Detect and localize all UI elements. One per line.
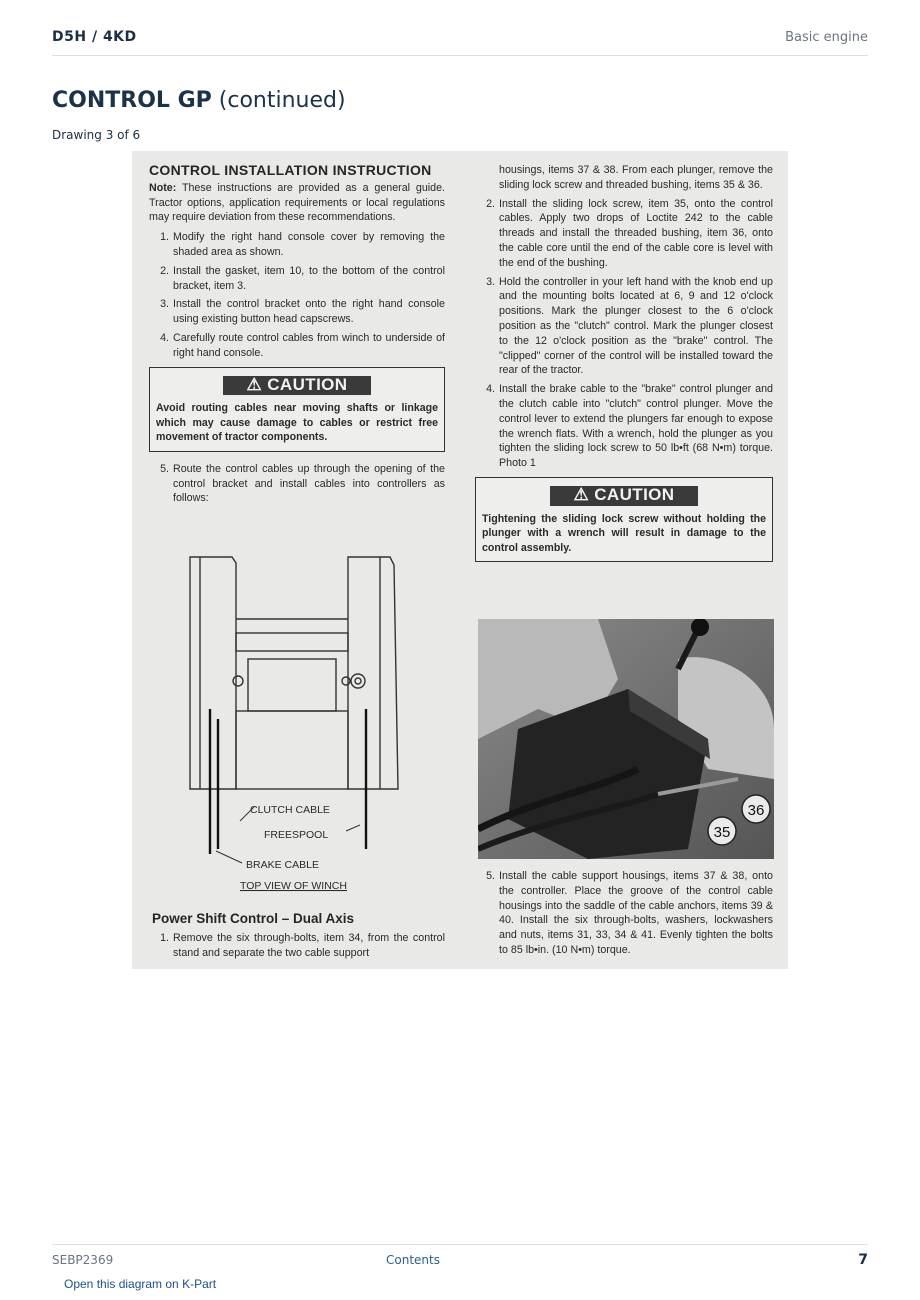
step-item <box>475 382 773 471</box>
callout-35: 35 <box>713 824 731 841</box>
instruction-heading: CONTROL INSTALLATION INSTRUCTION <box>149 162 432 178</box>
step-item <box>149 331 445 361</box>
right-pivot <box>351 674 365 688</box>
footer-divider <box>52 1244 868 1245</box>
upper-crossbar <box>236 633 348 651</box>
left-column <box>149 163 445 510</box>
step-text: Remove the six through-bolts, item 34, from the control stand and separate the two cable support <box>173 931 445 959</box>
header-divider <box>52 55 868 56</box>
step-item <box>475 275 773 379</box>
step-number: 1. <box>160 231 169 244</box>
step-number: 3. <box>486 275 495 288</box>
note-label: Note: <box>149 181 177 194</box>
power-shift-section <box>149 908 445 964</box>
step-item <box>149 264 445 294</box>
page-title <box>52 88 346 113</box>
step-text: Carefully route control cables from winch to underside of right hand console. <box>173 331 445 359</box>
left-pivot <box>233 676 243 686</box>
step-number: 1. <box>160 931 169 944</box>
left-housing <box>190 557 236 789</box>
diagram-caption: TOP VIEW OF WINCH <box>240 880 347 892</box>
right-column-bottom <box>475 869 773 962</box>
caution-text: Tightening the sliding lock screw without holding the plunger with a wrench will result in damage to the control assembly. <box>482 512 766 554</box>
footer-doc-id: SEBP2369 <box>52 1253 114 1267</box>
right-column <box>475 163 773 572</box>
note-text: These instructions are provided as a general guide. Tractor options, application requirements or local regulations may require deviation from these recommendations. <box>149 181 445 224</box>
caution-box <box>149 367 445 452</box>
step-item <box>475 869 773 958</box>
step-text: Install the brake cable to the "brake" control plunger and the clutch cable into "clutch" control plunger. Move the control lever to extend the plungers far enough to expose the wrench flats. With a wrench, hold the plunger as you tighten the sliding lock screw to 50 lb•ft (68 N•m) torque. Photo 1 <box>499 383 773 470</box>
brake-cable-label: BRAKE CABLE <box>246 859 319 871</box>
step-text: Modify the right hand console cover by removing the shaded area as shown. <box>173 231 445 258</box>
center-block <box>248 659 336 711</box>
step-item <box>149 931 445 961</box>
scanned-instruction-page <box>132 151 788 969</box>
caution-text: Avoid routing cables near moving shafts or linkage which may cause damage to cables or restrict free movement of tractor components. <box>156 402 438 444</box>
step-text: Hold the controller in your left hand with the knob end up and the mounting bolts located at 6, 9 and 12 o'clock positions. Mark the plunger closest to the 6 o'clock position as the "clutch" control. Mark the plunger closest to the 12 o'clock position as the "brake" control. The "clipped" corner of the control will be installed toward the rear of the tractor. <box>499 275 773 377</box>
clutch-cable-label: CLUTCH CABLE <box>250 804 330 816</box>
step-number: 4. <box>486 383 495 396</box>
step-text: Install the control bracket onto the right hand console using existing button head capscrews. <box>173 298 445 326</box>
step-number: 4. <box>160 331 169 344</box>
freespool-label: FREESPOOL <box>264 829 329 841</box>
winch-top-view-diagram <box>170 549 430 899</box>
step-text: Route the control cables up through the opening of the control bracket and install cables into controllers as follows: <box>173 462 445 505</box>
step-text: Install the cable support housings, items 37 & 38, onto the controller. Place the groove of the control cable housings into the saddle of the cable anchors, items 39 & 40. Install the six through-bolts, washers, lockwashers and nuts, items 31, 33, 34 & 41. Evenly tighten the bolts to 85 lb•in. (10 N•m) torque. <box>499 870 773 956</box>
page-number: 7 <box>858 1252 868 1268</box>
header-model: D5H / 4KD <box>52 29 137 45</box>
header-section: Basic engine <box>785 30 868 45</box>
drawing-subtitle: Drawing 3 of 6 <box>52 128 141 142</box>
step-item <box>149 230 445 260</box>
step-number: 5. <box>486 870 495 882</box>
caution-box <box>475 477 773 562</box>
step-text: Install the sliding lock screw, item 35, onto the control cables. Apply two drops of Loctite 242 to the cable threads and install the threaded bushing, item 36, onto the cable core until the end of the cable core is level with the end of the bushing. <box>499 197 773 269</box>
step-text: Install the gasket, item 10, to the bottom of the control bracket, item 3. <box>173 264 445 292</box>
step-number: 3. <box>160 298 169 311</box>
note-paragraph <box>149 181 445 225</box>
lower-block <box>236 711 348 789</box>
step-item <box>149 462 445 506</box>
callout-36: 36 <box>747 802 765 819</box>
page-title-bold: CONTROL GP <box>52 88 212 113</box>
contents-link[interactable]: Contents <box>386 1253 440 1267</box>
controller-photo <box>478 619 774 859</box>
photo-illustration <box>478 619 774 859</box>
power-shift-heading: Power Shift Control – Dual Axis <box>152 911 355 926</box>
caution-label: ⚠ CAUTION <box>223 376 371 396</box>
continuation-text: housings, items 37 & 38. From each plunger, remove the sliding lock screw and threaded bushing, items 35 & 36. <box>499 164 773 191</box>
kpart-link[interactable]: Open this diagram on K-Part <box>64 1277 217 1291</box>
step-item <box>475 197 773 271</box>
step-number: 5. <box>160 462 169 475</box>
step-item <box>149 297 445 327</box>
caution-label: ⚠ CAUTION <box>550 486 698 506</box>
page-title-rest: (continued) <box>211 88 346 113</box>
right-housing <box>348 557 398 789</box>
step-number: 2. <box>160 264 169 277</box>
step-number: 2. <box>486 197 495 210</box>
